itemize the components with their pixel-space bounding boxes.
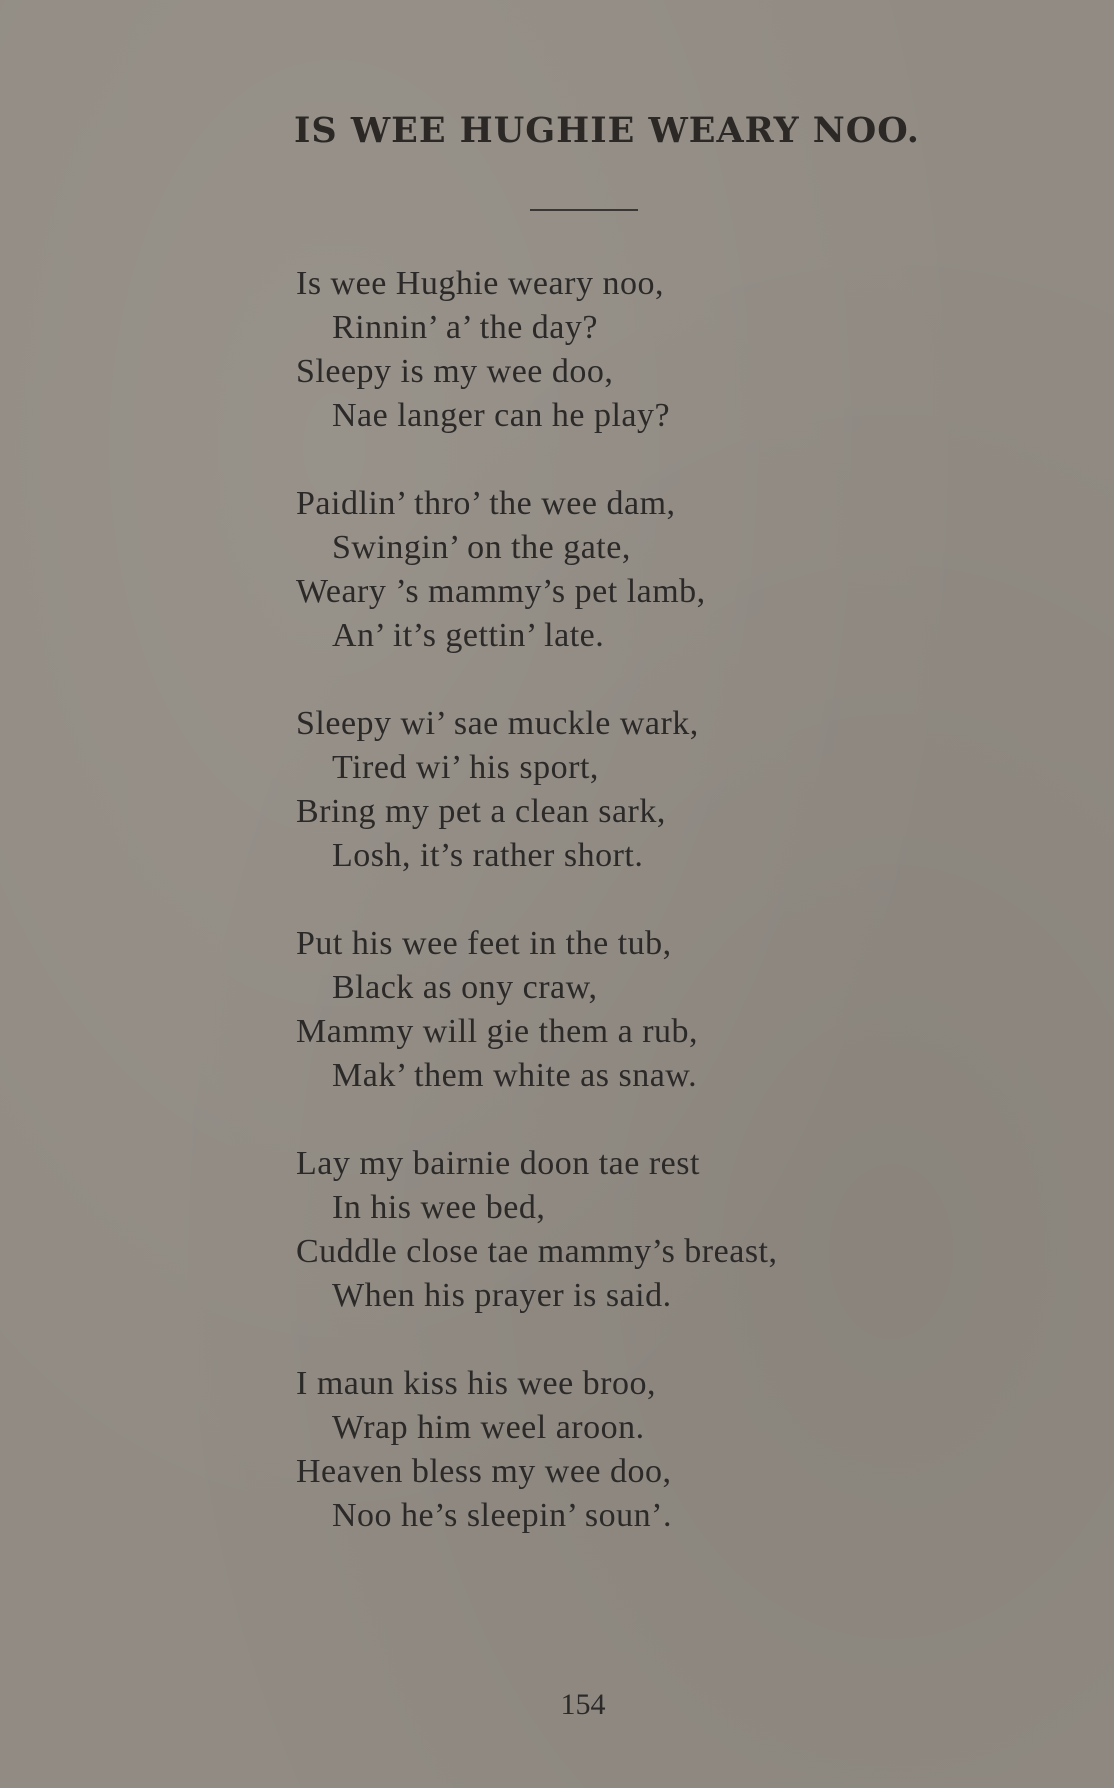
poem-line: Paidlin’ thro’ the wee dam, (296, 485, 676, 522)
poem-line: Tired wi’ his sport, (332, 749, 599, 786)
title-divider (530, 209, 638, 211)
poem-line: Losh, it’s rather short. (332, 837, 644, 874)
stanza-6 (296, 1362, 1096, 1538)
poem-line: When his prayer is said. (332, 1277, 672, 1314)
poem-line: Rinnin’ a’ the day? (332, 309, 598, 346)
stanza-2 (296, 482, 1096, 658)
poem-line: I maun kiss his wee broo, (296, 1365, 657, 1402)
poem-line: Sleepy wi’ sae muckle wark, (296, 705, 699, 742)
poem-line: Weary ’s mammy’s pet lamb, (296, 573, 706, 610)
poem-line: Sleepy is my wee doo, (296, 353, 614, 390)
poem-line: Cuddle close tae mammy’s breast, (296, 1233, 778, 1270)
poem-line: Nae langer can he play? (332, 397, 671, 434)
poem-line: Put his wee feet in the tub, (296, 925, 672, 962)
stanza-4 (296, 922, 1096, 1098)
page-number (0, 1688, 1114, 1722)
poem-line: Mammy will gie them a rub, (296, 1013, 699, 1050)
poem-line: Bring my pet a clean sark, (296, 793, 666, 830)
poem-line: Is wee Hughie weary noo, (296, 265, 664, 302)
poem-line: Swingin’ on the gate, (332, 529, 631, 566)
poem-body (296, 262, 1096, 1582)
poem-line: Black as ony craw, (332, 969, 598, 1006)
poem-title: IS WEE HUGHIE WEARY NOO. (294, 110, 920, 151)
poem-line: In his wee bed, (332, 1189, 546, 1226)
stanza-5 (296, 1142, 1096, 1318)
page-number-text: 154 (560, 1688, 606, 1721)
stanza-1 (296, 262, 1096, 438)
poem-line: Heaven bless my wee doo, (296, 1453, 672, 1490)
poem-line: An’ it’s gettin’ late. (332, 617, 605, 654)
poem-line: Mak’ them white as snaw. (332, 1057, 698, 1094)
poem-line: Noo he’s sleepin’ soun’. (332, 1497, 672, 1534)
poem-line: Lay my bairnie doon tae rest (296, 1145, 700, 1182)
poem-line: Wrap him weel aroon. (332, 1409, 645, 1446)
stanza-3 (296, 702, 1096, 878)
